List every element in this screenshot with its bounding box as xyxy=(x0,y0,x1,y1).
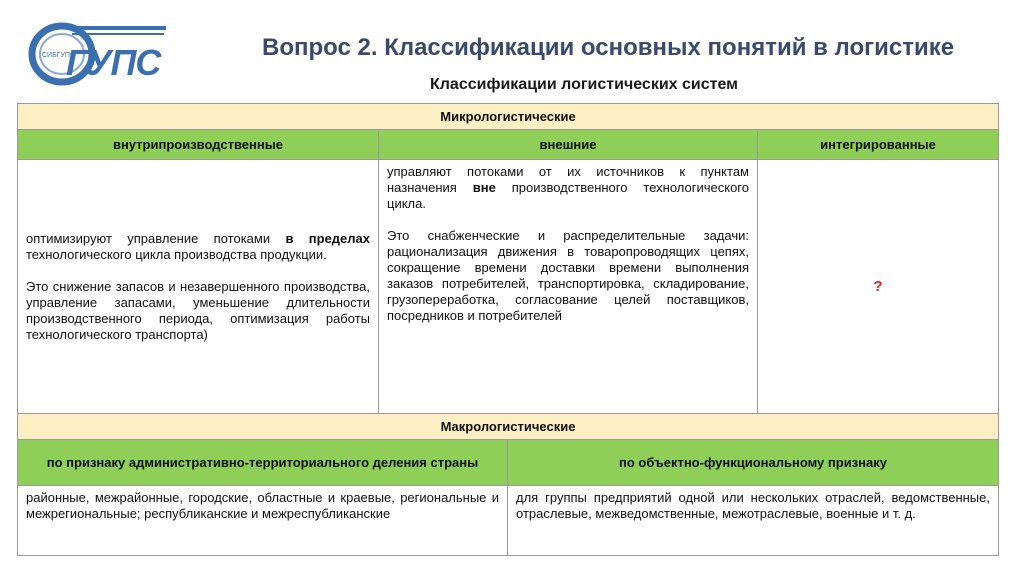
col-header-integrated: интегрированные xyxy=(758,130,999,160)
micro-header: Микрологистические xyxy=(18,104,999,130)
table-subtitle: Классификации логистических систем xyxy=(430,76,739,93)
col-header-admin: по признаку административно-территориального деления страны xyxy=(18,440,508,486)
cell-internal: оптимизируют управление потоками в пределах технологического цикла производства продукции. Это снижение запасов и незавершенного производства, управление запасами, уменьшение длительности производственного периода, оптимизация работы технологического транспорта) xyxy=(18,160,379,414)
cell-functional: для группы предприятий одной или нескольких отраслей, ведомственные, отраслевые, межведомственные, межотраслевые, военные и т. д. xyxy=(508,486,999,556)
logo-small-text: СИБГУПС xyxy=(42,52,76,59)
cell-admin: районные, межрайонные, городские, областные и краевые, региональные и межрегиональные; республиканские и межреспубликанские xyxy=(18,486,508,556)
col-header-internal: внутрипроизводственные xyxy=(18,130,379,160)
macro-header: Макрологистические xyxy=(18,414,999,440)
cell-external: управляют потоками от их источников к пунктам назначения вне производственного технологического цикла. Это снабженческие и распределительные задачи: рационализация движения в товаропроводящих цепях, сокращение времени доставки времени выполнения заказов потребителей, транспортировка, складирование, грузопереработка, согласование целей поставщиков, посредников и потребителей xyxy=(379,160,758,414)
macro-table xyxy=(17,413,999,556)
slide-title: Вопрос 2. Классификации основных понятий в логистике xyxy=(262,34,955,61)
micro-table xyxy=(17,103,999,414)
sgups-logo xyxy=(28,20,168,90)
cell-integrated-question: ? xyxy=(758,160,999,414)
col-header-functional: по объектно-функциональному признаку xyxy=(508,440,999,486)
col-header-external: внешние xyxy=(379,130,758,160)
logo-text: ГУПС xyxy=(66,42,161,83)
